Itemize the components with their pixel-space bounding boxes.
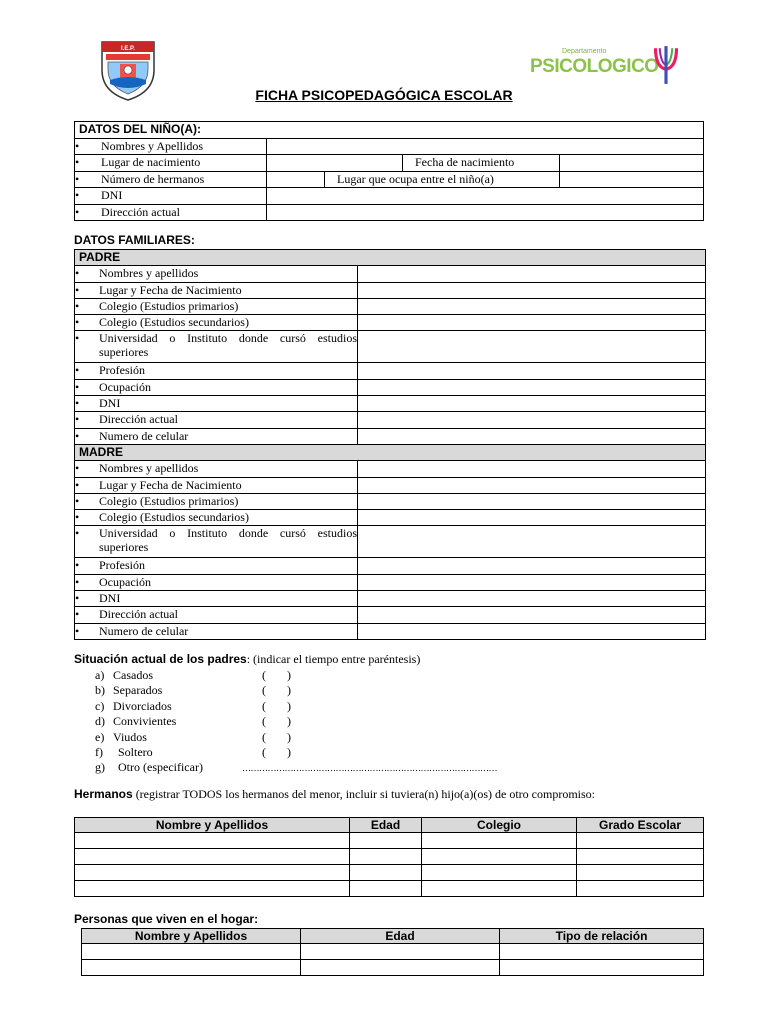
padre-field-input[interactable] [358,428,706,444]
padre-section-title: PADRE [75,250,706,266]
madre-field-label: • Colegio (Estudios primarios) [75,493,358,509]
child-name-label: • Nombres y Apellidos [75,138,267,155]
padre-field-label: • Profesión [75,363,358,379]
household-col-relation: Tipo de relación [500,929,704,944]
status-option-letter: e) [95,729,105,744]
madre-field-input[interactable] [358,526,706,558]
padre-field-label: • Nombres y apellidos [75,266,358,282]
madre-field-label: • Lugar y Fecha de Nacimiento [75,477,358,493]
madre-field-input[interactable] [358,574,706,590]
sibling-age-cell[interactable] [350,849,422,865]
sibling-name-cell[interactable] [75,849,350,865]
household-col-name: Nombre y Apellidos [82,929,301,944]
household-table [81,928,704,976]
page-title: FICHA PSICOPEDAGÓGICA ESCOLAR [255,87,513,103]
sibling-grade-cell[interactable] [577,865,704,881]
status-option-letter: a) [95,668,105,682]
sibling-grade-cell[interactable] [577,881,704,897]
status-option-time-field[interactable]: ( ) [262,668,291,682]
child-dni-field[interactable] [267,188,704,205]
household-table-row [82,960,704,976]
siblings-table [74,817,704,897]
padre-field-input[interactable] [358,331,706,363]
sibling-grade-cell[interactable] [577,849,704,865]
status-option-label: Divorciados [113,698,172,713]
status-option-letter: b) [95,683,105,698]
status-option-letter: f) [95,745,103,759]
padre-field-label: • Numero de celular [75,428,358,444]
sibling-age-cell[interactable] [350,833,422,849]
padre-field-label: • DNI [75,396,358,412]
madre-field-input[interactable] [358,607,706,623]
child-address-label: • Dirección actual [75,204,267,221]
siblings-description: (registrar TODOS los hermanos del menor, incluir si tuviera(n) hijo(a)(os) de otro compromiso: [132,787,595,801]
madre-field-input[interactable] [358,510,706,526]
siblings-table-row [75,849,704,865]
child-birthplace-field[interactable] [267,155,403,172]
child-dni-label: • DNI [75,188,267,205]
household-name-cell[interactable] [82,960,301,976]
madre-field-input[interactable] [358,558,706,574]
madre-field-label: • Ocupación [75,574,358,590]
household-table-row [82,944,704,960]
siblings-table-row [75,881,704,897]
status-option-label: Convivientes [113,714,177,729]
padre-field-input[interactable] [358,412,706,428]
child-birth-order-label: Lugar que ocupa entre el niño(a) [325,171,560,188]
padre-field-label: • Ocupación [75,379,358,395]
madre-field-label: • DNI [75,591,358,607]
logo-big-text: PSICOLOGICO [530,56,659,77]
status-option-label: Casados [113,668,153,682]
siblings-col-school: Colegio [422,818,577,833]
family-data-table [74,249,706,640]
padre-field-input[interactable] [358,363,706,379]
household-name-cell[interactable] [82,944,301,960]
status-option-time-field[interactable]: ( ) [262,714,291,729]
siblings-col-age: Edad [350,818,422,833]
household-age-cell[interactable] [301,944,500,960]
status-option-letter: d) [95,714,105,729]
sibling-name-cell[interactable] [75,833,350,849]
madre-field-label: • Dirección actual [75,607,358,623]
madre-field-label: • Profesión [75,558,358,574]
madre-field-label: • Colegio (Estudios secundarios) [75,510,358,526]
status-option-label: Viudos [113,729,147,744]
madre-field-input[interactable] [358,461,706,477]
child-birth-order-field[interactable] [560,171,704,188]
household-col-age: Edad [301,929,500,944]
child-birthdate-label: Fecha de nacimiento [403,155,560,172]
status-option-time-field[interactable]: ( ) [262,683,291,698]
padre-field-label: • Colegio (Estudios secundarios) [75,315,358,331]
padre-field-label: • Universidad o Instituto donde cursó estudios superiores [75,331,358,363]
madre-field-label: • Nombres y apellidos [75,461,358,477]
sibling-grade-cell[interactable] [577,833,704,849]
child-birthplace-label: • Lugar de nacimiento [75,155,267,172]
padre-field-label: • Dirección actual [75,412,358,428]
padre-field-input[interactable] [358,282,706,298]
status-option-time-field[interactable]: ( ) [262,698,291,713]
sibling-age-cell[interactable] [350,881,422,897]
madre-section-title: MADRE [75,444,706,460]
sibling-school-cell[interactable] [422,881,577,897]
siblings-table-row [75,865,704,881]
padre-field-label: • Colegio (Estudios primarios) [75,298,358,314]
padre-field-input[interactable] [358,298,706,314]
household-age-cell[interactable] [301,960,500,976]
psi-icon [650,44,682,86]
madre-field-label: • Numero de celular [75,623,358,639]
status-option-label: Separados [113,683,163,698]
svg-text:I.E.P.: I.E.P. [121,46,135,52]
child-birthdate-field[interactable] [560,155,704,172]
status-option-time-field[interactable]: ( ) [262,729,291,744]
madre-field-label: • Universidad o Instituto donde cursó estudios superiores [75,526,358,558]
madre-field-input[interactable] [358,493,706,509]
sibling-name-cell[interactable] [75,881,350,897]
parents-status-hint: : (indicar el tiempo entre paréntesis) [246,652,421,666]
sibling-name-cell[interactable] [75,865,350,881]
status-other-field[interactable]: ……………………………………………………………………………… [242,763,497,773]
madre-field-input[interactable] [358,623,706,639]
household-relation-cell[interactable] [500,944,704,960]
child-address-field[interactable] [267,204,704,221]
logo-small-text: Departamento [562,48,607,55]
madre-field-input[interactable] [358,591,706,607]
padre-field-input[interactable] [358,396,706,412]
family-section-title: DATOS FAMILIARES: [74,233,195,247]
psychology-department-logo [528,44,688,86]
siblings-heading [74,787,654,801]
status-option-letter: c) [95,698,105,713]
siblings-col-grade: Grado Escolar [577,818,704,833]
status-option-time-field[interactable]: ( ) [262,745,291,759]
child-data-table [74,121,704,221]
sibling-school-cell[interactable] [422,849,577,865]
siblings-table-row [75,833,704,849]
status-other-label: Otro (especificar) [118,760,203,774]
siblings-col-name: Nombre y Apellidos [75,818,350,833]
child-name-field[interactable] [267,138,704,155]
sibling-school-cell[interactable] [422,833,577,849]
padre-field-input[interactable] [358,315,706,331]
madre-field-input[interactable] [358,477,706,493]
siblings-title: Hermanos [74,787,133,801]
status-option-label: Soltero [118,745,153,759]
padre-field-label: • Lugar y Fecha de Nacimiento [75,282,358,298]
household-relation-cell[interactable] [500,960,704,976]
parents-status-title: Situación actual de los padres [74,652,247,666]
padre-field-input[interactable] [358,379,706,395]
parents-status-heading [74,652,420,667]
household-section-title: Personas que viven en el hogar: [74,912,259,926]
padre-field-input[interactable] [358,266,706,282]
status-other-letter: g) [95,760,105,774]
child-siblings-count-field[interactable] [267,171,325,188]
sibling-age-cell[interactable] [350,865,422,881]
child-siblings-count-label: • Número de hermanos [75,171,267,188]
child-section-title: DATOS DEL NIÑO(A): [75,122,704,139]
sibling-school-cell[interactable] [422,865,577,881]
